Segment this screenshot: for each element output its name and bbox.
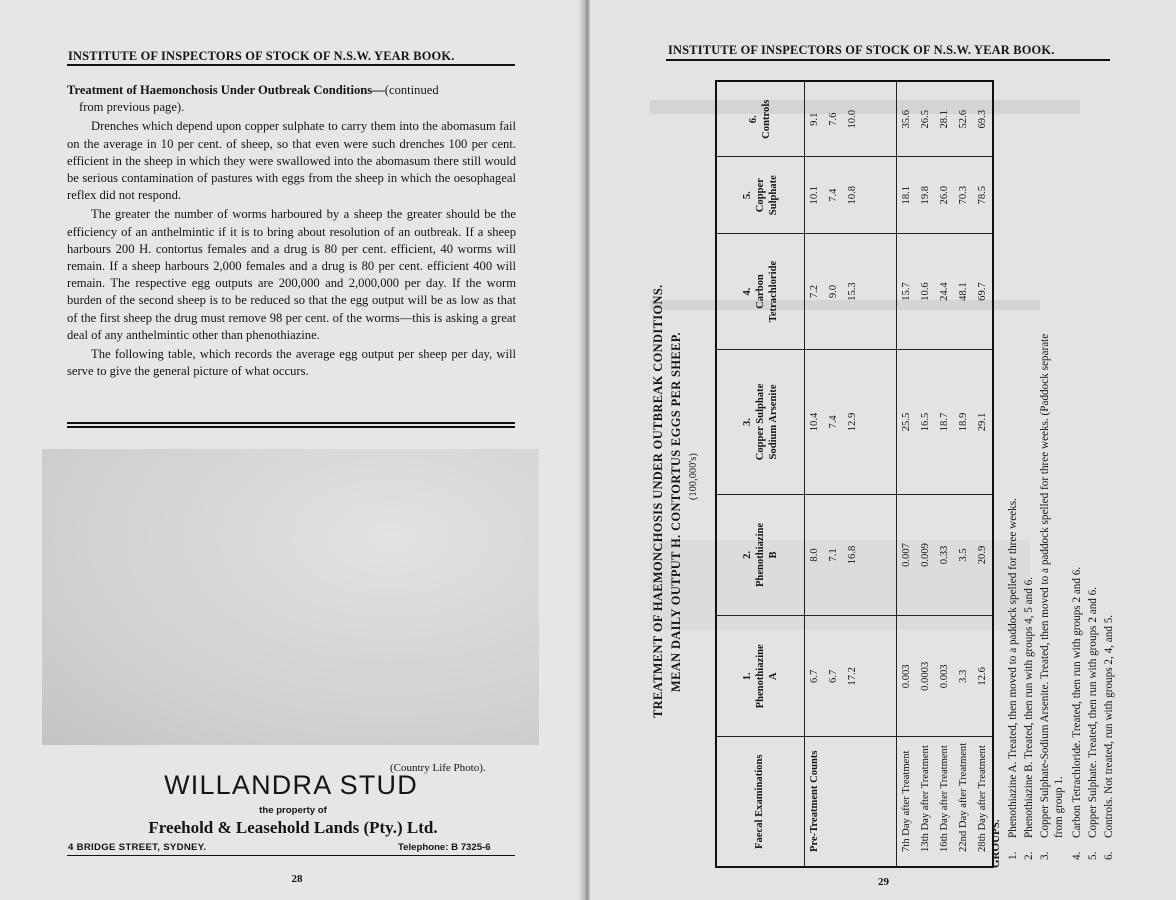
table-title-2: MEAN DAILY OUTPUT H. CONTORTUS EGGS PER SHEEP. bbox=[669, 331, 683, 692]
right-page bbox=[590, 0, 1176, 900]
running-head-right: INSTITUTE OF INSPECTORS OF STOCK OF N.S.W. YEAR BOOK. bbox=[668, 43, 1055, 57]
header-rule-left bbox=[67, 64, 515, 66]
post-values-col-4: 15.7 10.6 24.4 48.1 69.7 bbox=[896, 233, 993, 349]
pre-values-col-1: 6.7 6.7 17.2 bbox=[804, 616, 896, 737]
group-item: 2.Phenothiazine B. Treated, then run with groups 4, 5 and 6. bbox=[1023, 576, 1035, 860]
post-values-col-6: 35.6 26.5 28.1 52.6 69.3 bbox=[896, 81, 993, 157]
group-item: from group 1. bbox=[1053, 776, 1065, 838]
page-number-right: 29 bbox=[878, 876, 889, 888]
post-values-col-3: 25.5 16.5 18.7 18.9 29.1 bbox=[896, 350, 993, 495]
table-header-row bbox=[716, 81, 804, 867]
post-values-col-1: 0.003 0.0003 0.003 3.3 12.6 bbox=[896, 616, 993, 737]
header-col-6: 6. Controls bbox=[716, 81, 804, 157]
stud-property-of: the property of bbox=[259, 805, 327, 816]
post-treatment-row bbox=[896, 81, 993, 867]
header-col-2: 2. Phenothiazine B bbox=[716, 494, 804, 615]
egg-output-table bbox=[715, 80, 994, 868]
pre-values-col-5: 10.1 7.4 10.8 bbox=[804, 157, 896, 233]
pre-values-col-4: 7.2 9.0 15.3 bbox=[804, 233, 896, 349]
pre-values-col-3: 10.4 7.4 12.9 bbox=[804, 350, 896, 495]
post-treatment-labels: 7th Day after Treatment 13th Day after Treatment 16th Day after Treatment 22nd Day after Treatment 28th Day after Treatment bbox=[900, 742, 988, 852]
running-head-left: INSTITUTE OF INSPECTORS OF STOCK OF N.S.W. YEAR BOOK. bbox=[68, 49, 455, 63]
page-number-left: 28 bbox=[291, 873, 303, 885]
article-heading: Treatment of Haemonchosis Under Outbreak Conditions— bbox=[67, 83, 385, 97]
table-units: (100,000's) bbox=[688, 452, 699, 500]
article-paragraph-1: Drenches which depend upon copper sulphate to carry them into the abomasum fail on the average in 10 per cent. of sheep, so that even were such drenches 100 per cent. efficient in the sheep in which they were swallowed into the abomasum there still would be serious contamination of pastures with eggs from the sheep in which the oesophageal reflex did not respond. bbox=[67, 119, 516, 203]
header-faecal-examinations: Faecal Examinations bbox=[716, 737, 804, 867]
header-col-3: 3. Copper Sulphate Sodium Arsenite bbox=[716, 350, 804, 495]
rotated-table-block bbox=[645, 78, 1115, 868]
groups-title: GROUPS. bbox=[990, 819, 1002, 868]
post-values-col-2: 0.007 0.009 0.33 3.5 20.9 bbox=[896, 494, 993, 615]
group-item: 6.Controls. Not treated, run with groups 2, 4, and 5. bbox=[1103, 614, 1115, 860]
header-col-5: 5. Copper Sulphate bbox=[716, 157, 804, 233]
stud-name: WILLANDRA STUD bbox=[164, 770, 418, 800]
pre-values-col-6: 9.1 7.6 10.0 bbox=[804, 81, 896, 157]
pre-treatment-row bbox=[804, 81, 896, 867]
photo-credit: (Country Life Photo). bbox=[390, 762, 486, 774]
article-heading-cont-a: (continued bbox=[384, 83, 439, 97]
ram-photograph bbox=[42, 449, 539, 745]
article-body bbox=[67, 82, 516, 380]
post-values-col-5: 18.1 19.8 26.0 70.3 78.5 bbox=[896, 157, 993, 233]
group-item: 3.Copper Sulphate-Sodium Arsenite. Treated, then moved to a paddock spelled for three weeks. (Paddock separate bbox=[1039, 333, 1051, 860]
header-rule-right bbox=[666, 59, 1110, 61]
article-heading-paragraph bbox=[67, 82, 516, 116]
article-paragraph-2: The greater the number of worms harboured by a sheep the greater should be the efficiency of an anthelmintic if it is to bring about resolution of an outbreak. If a sheep harbours 200 H. contortus females and a drug is 80 per cent. efficient, 40 worms will remain. If a sheep harbours 2,000 females and a drug is 80 per cent. efficient 400 will remain. The respective egg outputs are 200,000 and 2,000,000 per day. If the worm burden of the second sheep is to be reduced so that the egg output will be as low as that of the first sheep the drug must remove 98 per cent. of the worms—this is asking a great deal of any anthelmintic other than phenothiazine. bbox=[67, 207, 516, 342]
section-double-rule bbox=[67, 422, 515, 428]
header-col-4: 4. Carbon Tetrachloride bbox=[716, 233, 804, 349]
group-item: 5.Copper Sulphate. Treated, then run with groups 2 and 6. bbox=[1087, 586, 1099, 860]
pre-values-col-2: 8.0 7.1 16.8 bbox=[804, 494, 896, 615]
article-paragraph-3: The following table, which records the average egg output per sheep per day, will serve to give the general picture of what occurs. bbox=[67, 347, 516, 379]
stud-telephone: Telephone: B 7325-6 bbox=[398, 842, 491, 853]
stud-owner: Freehold & Leasehold Lands (Pty.) Ltd. bbox=[148, 818, 438, 837]
stud-address: 4 BRIDGE STREET, SYDNEY. bbox=[68, 842, 207, 853]
group-item: 4.Carbon Tetrachloride. Treated, then run with groups 2 and 6. bbox=[1071, 566, 1083, 860]
group-item: 1.Phenothiazine A. Treated, then moved to a paddock spelled for three weeks. bbox=[1007, 498, 1019, 860]
table-title-1: TREATMENT OF HAEMONCHOSIS UNDER OUTBREAK CONDITIONS. bbox=[651, 284, 665, 718]
pre-treatment-label: Pre-Treatment Counts bbox=[804, 737, 896, 867]
header-col-1: 1. Phenothiazine A bbox=[716, 616, 804, 737]
article-heading-cont-b: from previous page). bbox=[79, 100, 185, 115]
left-page bbox=[0, 0, 586, 900]
advert-rule bbox=[67, 855, 515, 856]
